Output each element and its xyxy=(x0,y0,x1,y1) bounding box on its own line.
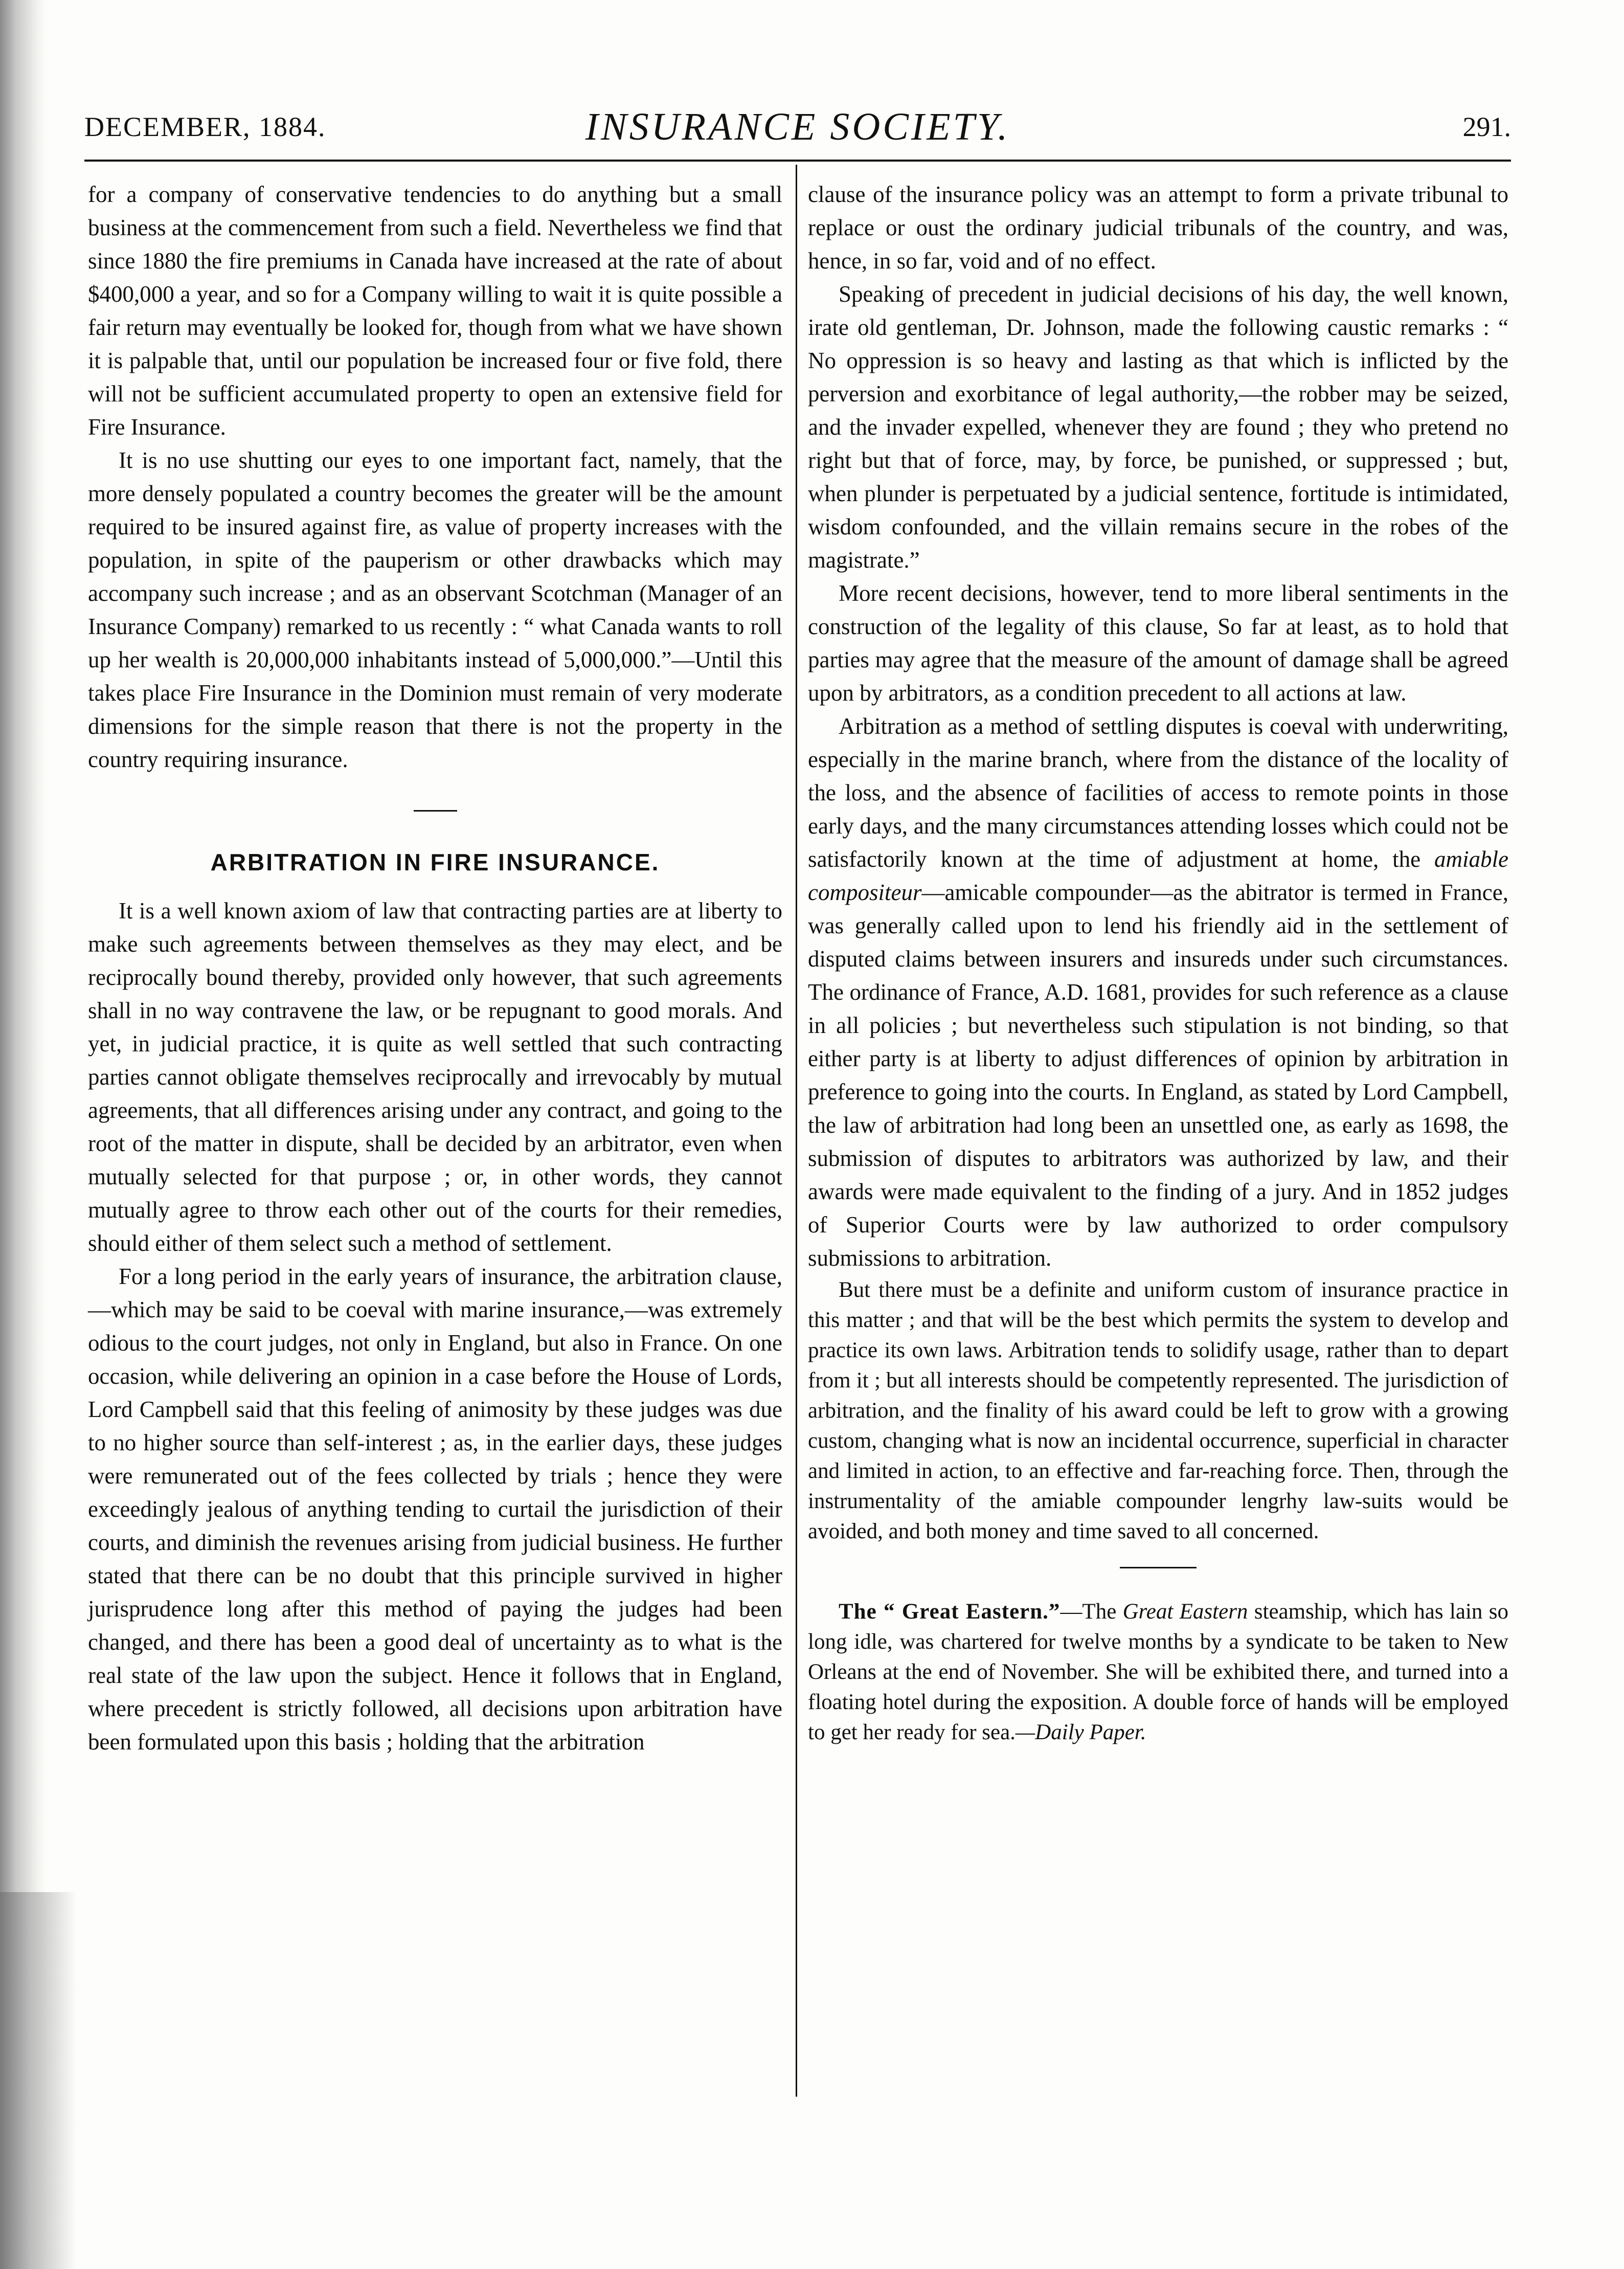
paragraph xyxy=(808,710,1508,1275)
paragraph: More recent decisions, however, tend to more liberal sentiments in the construction of the legality of this clause, So far at least, as to hold that parties may agree that the measure of the amount of damage shall be agreed upon by arbitrators, as a condition precedent to all actions at law. xyxy=(808,580,1508,706)
text-run: steamship, which has lain so long idle, was chartered for twelve months by a syndicate to be taken to New Orleans at the end of November. She will be exhibited there, and turned into a floating hotel during the exposition. A double force of hands will be employed to get her ready for sea. xyxy=(808,1600,1508,1744)
note-lead: The “ Great Eastern.” xyxy=(839,1600,1061,1624)
running-header xyxy=(84,105,1511,151)
paragraph: It is no use shutting our eyes to one important fact, namely, that the more densely populated a country becomes the greater will be the amount required to be insured against fire, as value of property increases with the population, in spite of the pauperism or other drawbacks which may accompany such increase ; and as an observant Scotchman (Manager of an Insurance Company) remarked to us recently : “ what Canada wants to roll up her wealth is 20,000,000 inhabitants instead of 5,000,000.”—Until this takes place Fire Insurance in the Dominion must remain of very moderate dimensions for the simple reason that there is not the property in the country requiring insurance. xyxy=(88,447,782,772)
paragraph: for a company of conservative tendencies to do anything but a small business at the commencement from such a field. Nevertheless we find that since 1880 the fire premiums in Canada have increased at the rate of about $400,000 a year, and so for a Company willing to wait it is quite possible a fair return may eventually be looked for, though from what we have shown it is palpable that, until our population be increased four or five fold, there will not be sufficient accumulated property to open an extensive field for Fire Insurance. xyxy=(88,182,782,440)
news-note xyxy=(808,1597,1508,1747)
section-divider xyxy=(414,810,457,812)
right-column xyxy=(808,178,1508,1747)
note-source: —Daily Paper. xyxy=(1015,1720,1146,1744)
page-scan-shadow-lower xyxy=(0,1892,77,2269)
section-heading: ARBITRATION IN FIRE INSURANCE. xyxy=(210,849,660,875)
column-divider xyxy=(796,165,797,2097)
paragraph: Speaking of precedent in judicial decisions of his day, the well known, irate old gentleman, Dr. Johnson, made the following caustic remarks : “ No oppression is so heavy and lasting as that which is inflicted by the perversion and exorbitance of legal authority,—the robber may be seized, and the invader expelled, whenever they are found ; they who pretend no right but that of force, may, by force, be punished, or suppressed ; but, when plunder is perpetuated by a judicial sentence, fortitude is intimidated, wisdom confounded, and the villain remains secure in the robes of the magistrate.” xyxy=(808,281,1508,573)
italic-name: Great Eastern xyxy=(1122,1600,1248,1624)
text-run: —The xyxy=(1060,1600,1123,1624)
header-rule xyxy=(84,160,1511,162)
text-run: Arbitration as a method of settling disputes is coeval with underwriting, especially in the marine branch, where from the distance of the locality of the loss, and the absence of facilities of access to remote points in those early days, and the many circumstances attending losses which could not be satisfactorily known at the time of adjustment at home, the xyxy=(808,713,1508,872)
text-run: —amicable compounder—as the abitrator is termed in France, was generally called upon to lend his friendly aid in the settlement of disputed claims between insurers and insureds under such circumstances. The ordinance of France, A.D. 1681, provides for such reference as a clause in all policies ; but nevertheless such stipulation is not binding, so that either party is at liberty to adjust differences of opinion by arbitration in preference to going into the courts. In England, as stated by Lord Campbell, the law of arbitration had long been an unsettled one, as early as 1698, the submission of disputes to arbitrators was authorized by law, and their awards were made equivalent to the finding of a jury. And in 1852 judges of Superior Courts were by law authorized to order compulsory submissions to arbitration. xyxy=(808,880,1508,1271)
paragraph: But there must be a definite and uniform custom of insurance practice in this matter ; and that will be the best which permits the system to develop and practice its own laws. Arbitration tends to solidify usage, rather than to depart from it ; but all interests should be competently represented. The jurisdiction of arbitration, and the finality of his award could be left to grow with a growing custom, changing what is now an incidental occurrence, superficial in character and limited in action, to an effective and far-reaching force. Then, through the instrumentality of the amiable compounder lengrhy law-suits would be avoided, and both money and time saved to all concerned. xyxy=(808,1278,1508,1543)
right-column-lower xyxy=(808,1275,1508,1747)
journal-title: INSURANCE SOCIETY. xyxy=(585,105,1010,148)
section-divider xyxy=(1120,1567,1197,1568)
paragraph: For a long period in the early years of insurance, the arbitration clause,—which may be said to be coeval with marine insurance,—was extremely odious to the court judges, not only in England, but also in France. On one occasion, while delivering an opinion in a case before the House of Lords, Lord Campbell said that this feeling of animosity by these judges was due to no higher source than self-interest ; as, in the earlier days, these judges were remunerated out of the fees collected by trials ; hence they were exceedingly jealous of anything tending to curtail the jurisdiction of their courts, and diminish the revenues arising from judicial business. He further stated that there can be no doubt that this principle survived in higher jurisprudence long after this method of paying the judges had been changed, and there has been a good deal of uncertainty as to what is the real state of the law upon the subject. Hence it follows that in England, where precedent is strictly followed, all decisions upon arbitration have been formulated upon this basis ; holding that the arbitration xyxy=(88,1264,782,1755)
page-number: 291. xyxy=(1462,111,1511,142)
paragraph: It is a well known axiom of law that contracting parties are at liberty to make such agreements between themselves as they may elect, and be reciprocally bound thereby, provided only however, that such agreements shall in no way contravene the law, or be repugnant to good morals. And yet, in judicial practice, it is quite as well settled that such contracting parties cannot obligate themselves reciprocally and irrevocably by mutual agreements, that all differences arising under any contract, and going to the root of the matter in dispute, shall be decided by an arbitrator, even when mutually selected for that purpose ; or, in other words, they cannot mutually agree to throw each other out of the courts for their remedies, should either of them select such a method of settlement. xyxy=(88,898,782,1256)
left-column xyxy=(88,178,782,1759)
paragraph: clause of the insurance policy was an attempt to form a private tribunal to replace or oust the ordinary judicial tribunals of the country, and was, hence, in so far, void and of no effect. xyxy=(808,182,1508,274)
italic-term: amiable compositeur xyxy=(808,846,1508,905)
issue-date: DECEMBER, 1884. xyxy=(84,111,326,142)
